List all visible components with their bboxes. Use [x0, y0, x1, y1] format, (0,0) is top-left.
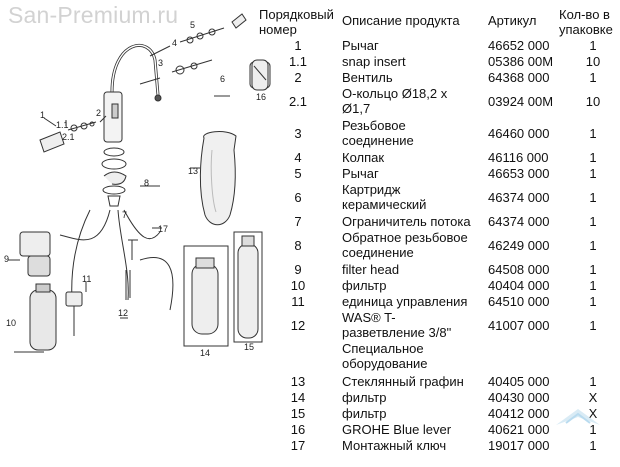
filter-head-icon [20, 232, 50, 256]
header-number-line1: Порядковый [259, 7, 334, 22]
row-article: 64368 000 [488, 70, 550, 85]
row-number: 6 [294, 190, 302, 205]
diagram-label-11: 11 [82, 274, 92, 284]
row-description: Ограничитель потока [342, 214, 471, 229]
row-number: 4 [294, 150, 302, 165]
parts-diagram [0, 0, 267, 467]
row-article: 40405 000 [488, 374, 550, 389]
row-quantity: 1 [589, 190, 597, 205]
row-description: Монтажный ключ [342, 438, 447, 453]
row-article: 46374 000 [488, 190, 550, 205]
row-article: 46116 000 [488, 150, 549, 165]
row-article: 64510 000 [488, 294, 550, 309]
diagram-label-12: 12 [118, 308, 129, 318]
row-quantity: 1 [589, 294, 597, 309]
row-description: snap insert [342, 54, 406, 69]
header-description: Описание продукта [342, 13, 460, 28]
row-number: 8 [294, 238, 302, 253]
row-article: 46249 000 [488, 238, 550, 253]
faucet-spout-icon [112, 45, 158, 95]
row-article: 40412 000 [488, 406, 550, 421]
row-description-line1: Обратное резьбовое [342, 230, 468, 245]
diagram-label-14: 14 [200, 348, 211, 358]
row-description: Вентиль [342, 70, 393, 85]
row-number: 3 [294, 126, 302, 141]
header-article: Артикул [488, 13, 537, 28]
row-quantity: 10 [585, 94, 601, 109]
row-number: 2 [294, 70, 302, 85]
header-quantity-line1: Кол-во в [559, 7, 610, 22]
diagram-label-8: 8 [144, 178, 150, 188]
handle-left-icon [40, 132, 64, 152]
row-quantity: 1 [589, 38, 597, 53]
row-number: 15 [290, 406, 306, 421]
row-description-line2: Ø1,7 [342, 101, 371, 116]
diagram-label-10: 10 [6, 318, 17, 328]
hose-icon [60, 210, 110, 240]
row-description-line1: Картридж [342, 182, 401, 197]
row-description: Рычаг [342, 166, 379, 181]
diagram-label-2.1: 2.1 [62, 132, 75, 142]
watermark-mark-icon [548, 387, 608, 447]
row-quantity: 1 [589, 214, 597, 229]
row-description-line1: О-кольцо Ø18,2 х [342, 86, 448, 101]
row-description-line1: Резьбовое [342, 118, 406, 133]
row-description-line2: разветвление 3/8" [342, 325, 452, 340]
diagram-label-3: 3 [158, 58, 164, 68]
header-number-line2: номер [259, 22, 297, 37]
diagram-label-2: 2 [96, 108, 102, 118]
row-description: фильтр [342, 278, 387, 293]
lever-icon [232, 14, 246, 28]
row-description-line2: керамический [342, 197, 427, 212]
watermark: San-Premium.ru [8, 2, 179, 28]
diagram-label-6: 6 [220, 74, 226, 84]
control-unit-icon [66, 292, 82, 306]
diagram-label-5: 5 [190, 20, 196, 30]
diagram-label-1.1: 1.1 [56, 120, 69, 130]
row-article: 46460 000 [488, 126, 550, 141]
row-description: Стеклянный графин [342, 374, 464, 389]
row-description: фильтр [342, 390, 387, 405]
diagram-label-9: 9 [4, 254, 10, 264]
section-heading-line2: оборудование [342, 356, 428, 371]
row-description-line2: соединение [342, 133, 414, 148]
row-description-line2: соединение [342, 245, 414, 260]
row-number: 13 [290, 374, 306, 389]
row-article: 05386 00M [488, 54, 554, 69]
row-number: 10 [290, 278, 306, 293]
row-article: 64508 000 [488, 262, 550, 277]
row-description: Колпак [342, 150, 385, 165]
row-quantity: 1 [589, 126, 597, 141]
row-description: GROHE Blue lever [342, 422, 452, 437]
row-quantity: 1 [589, 278, 597, 293]
row-article: 64374 000 [488, 214, 550, 229]
row-article: 41007 000 [488, 318, 550, 333]
filter-14-icon [192, 264, 218, 334]
filter-cartridge-icon [30, 290, 56, 350]
row-description: Рычаг [342, 38, 379, 53]
header-quantity-line2: упаковке [559, 22, 613, 37]
row-description-line1: WAS® T- [342, 310, 396, 325]
row-number: 14 [290, 390, 306, 405]
row-quantity: 1 [589, 438, 597, 453]
diagram-label-15: 15 [244, 342, 255, 352]
row-article: 46652 000 [488, 38, 550, 53]
row-article: 19017 000 [488, 438, 550, 453]
diagram-label-13: 13 [188, 166, 199, 176]
row-article: 40621 000 [488, 422, 550, 437]
row-number: 12 [290, 318, 306, 333]
diagram-label-4: 4 [172, 38, 178, 48]
row-quantity: 1 [589, 318, 597, 333]
header-number [259, 7, 334, 37]
row-number: 9 [294, 262, 302, 277]
row-article: 46653 000 [488, 166, 550, 181]
diagram-label-17: 17 [158, 224, 169, 234]
row-description: единица управления [342, 294, 468, 309]
row-number: 5 [294, 166, 302, 181]
diagram-label-1: 1 [40, 110, 46, 120]
row-quantity: 1 [589, 150, 597, 165]
row-number: 2.1 [288, 94, 308, 109]
row-quantity: 1 [589, 262, 597, 277]
row-number: 11 [291, 294, 305, 309]
row-number: 17 [290, 438, 306, 453]
row-quantity: 1 [589, 238, 597, 253]
row-description: фильтр [342, 406, 387, 421]
mounting-key-icon [128, 240, 138, 260]
glass-carafe-icon [200, 132, 236, 225]
row-article: 40404 000 [488, 278, 550, 293]
row-quantity: 1 [589, 422, 597, 437]
row-quantity: 1 [589, 374, 597, 389]
row-article: 03924 00M [488, 94, 554, 109]
row-number: 7 [294, 214, 302, 229]
header-quantity [559, 7, 613, 37]
diagram-label-7: 7 [122, 210, 128, 220]
row-quantity: X [588, 390, 598, 405]
row-quantity: 10 [585, 54, 601, 69]
section-heading-line1: Специальное [342, 341, 424, 356]
row-number: 16 [290, 422, 306, 437]
row-quantity: 1 [589, 70, 597, 85]
row-number: 1.1 [288, 54, 308, 69]
row-quantity: X [588, 406, 598, 421]
row-description: filter head [342, 262, 400, 277]
row-article: 40430 000 [488, 390, 550, 405]
row-number: 1 [294, 38, 302, 53]
diagram-label-16: 16 [256, 92, 267, 102]
row-quantity: 1 [589, 166, 597, 181]
filter-15-icon [238, 244, 258, 338]
